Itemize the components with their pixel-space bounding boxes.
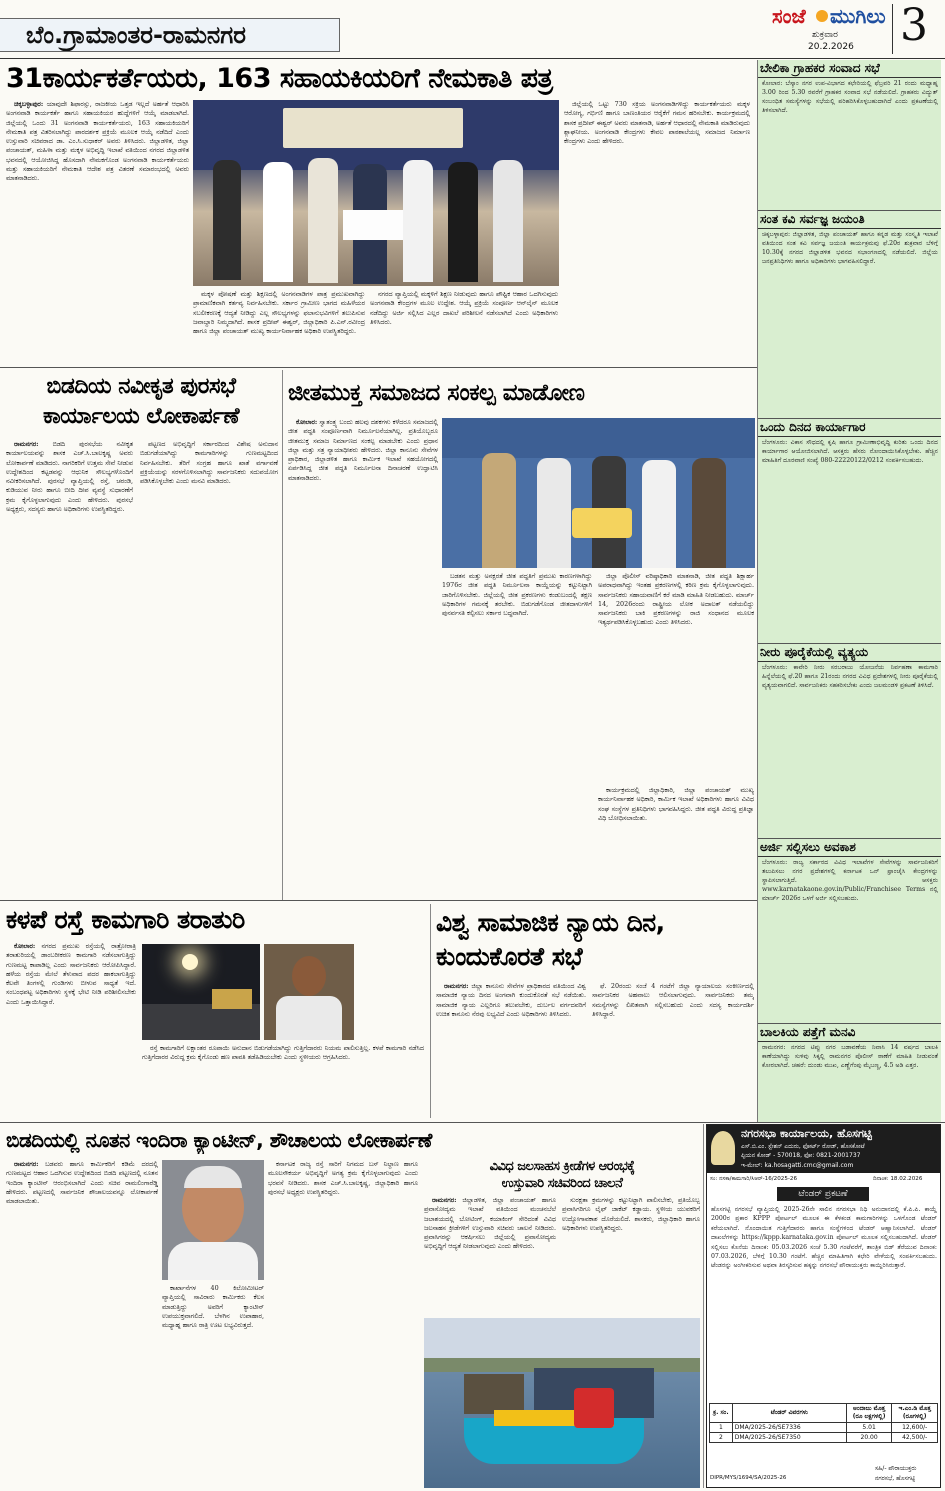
- article2-col-1: ರಾಮನಗರ: ಬಿಡದಿ ಪುರಸಭೆಯ ನವೀಕೃತ ಕಾರ್ಯಾಲಯವನ್ನು ಶಾಸಕ ಎಚ್.ಸಿ.ಬಾಲಕೃಷ್ಣ ಅವರು ಲೋಕಾರ್ಪಣೆ ಮಾಡಿದರು. ನಾಗರಿಕರಿಗೆ ಉತ್ತಮ ಸೇವೆ ನೀಡುವ ಉದ್ದೇಶದಿಂದ ಕಟ್ಟಡವನ್ನು ಆಧುನಿಕ ಸೌಲಭ್ಯಗಳೊಂದಿಗೆ ನವೀಕರಿಸಲಾಗಿದೆ. ಪುರಸಭೆ ವ್ಯಾಪ್ತಿಯಲ್ಲಿ ರಸ್ತೆ, ಚರಂಡಿ, ಕುಡಿಯುವ ನೀರು ಹಾಗೂ ಬೀದಿ ದೀಪ ವ್ಯವಸ್ಥೆ ಸುಧಾರಣೆಗೆ ಕ್ರಮ ಕೈಗೊಳ್ಳಲಾಗುವುದು ಎಂದು ಹೇಳಿದರು. ಪುರಸಭೆ ಅಧ್ಯಕ್ಷರು, ಸದಸ್ಯರು ಹಾಗೂ ಅಧಿಕಾರಿಗಳು ಉಪಸ್ಥಿತರಿದ್ದರು.: [6, 440, 133, 514]
- article6-col-3: ಕರ್ನಾಟಕ ರಾಜ್ಯ ರಸ್ತೆ ಸಾರಿಗೆ ನಿಗಮದ ಬಸ್ ನಿಲ್ದಾಣ ಹಾಗೂ ಮೂಲಸೌಕರ್ಯ ಅಭಿವೃದ್ಧಿಗೆ ಅಗತ್ಯ ಕ್ರಮ ಕೈಗೊಳ್ಳಲಾಗುವುದು ಎಂದು ಭರವಸೆ ನೀಡಿದರು. ಶಾಸಕ ಎಚ್.ಸಿ.ಬಾಲಕೃಷ್ಣ, ಜಿಲ್ಲಾಧಿಕಾರಿ ಹಾಗೂ ಪುರಸಭೆ ಅಧ್ಯಕ್ಷರು ಉಪಸ್ಥಿತರಿದ್ದರು.: [268, 1160, 418, 1196]
- article6-col-1: ರಾಮನಗರ: ಬಡವರು ಹಾಗೂ ಕಾರ್ಮಿಕರಿಗೆ ಕಡಿಮೆ ದರದಲ್ಲಿ ಗುಣಮಟ್ಟದ ಆಹಾರ ಒದಗಿಸುವ ಉದ್ದೇಶದಿಂದ ಬಿಡದಿ ಪಟ್ಟಣದಲ್ಲಿ ನೂತನ ಇಂದಿರಾ ಕ್ಯಾಂಟೀನ್ ಆರಂಭಿಸಲಾಗಿದೆ ಎಂದು ಸಚಿವ ರಾಮಲಿಂಗಾರೆಡ್ಡಿ ಹೇಳಿದರು. ಪಟ್ಟಣದಲ್ಲಿ ಸಾರ್ವಜನಿಕ ಶೌಚಾಲಯವನ್ನೂ ಲೋಕಾರ್ಪಣೆ ಮಾಡಲಾಯಿತು.: [6, 1160, 158, 1206]
- article6-col-2: ಕಾರ್ಖಾನೆಗಳ 40 ಕಿಲೋಮೀಟರ್ ವ್ಯಾಪ್ತಿಯಲ್ಲಿ ಸಾವಿರಾರು ಕಾರ್ಮಿಕರು ಕೆಲಸ ಮಾಡುತ್ತಿದ್ದು ಅವರಿಗೆ ಕ್ಯಾಂಟೀನ್ ಉಪಯುಕ್ತವಾಗಲಿದೆ. ಬೆಳಗಿನ ಉಪಾಹಾರ, ಮಧ್ಯಾಹ್ನ ಹಾಗೂ ರಾತ್ರಿ ಊಟ ಲಭ್ಯವಿರುತ್ತದೆ.: [162, 1284, 264, 1330]
- article6-photo-minister: [162, 1160, 264, 1280]
- article5-col-2: ಫೆ. 20ರಂದು ಸಂಜೆ 4 ಗಂಟೆಗೆ ಜಿಲ್ಲಾ ನ್ಯಾಯಾಲಯ ಸಂಕೀರ್ಣದಲ್ಲಿ ಸಾರ್ವಜನಿಕರ ಅಹವಾಲು ಆಲಿಸಲಾಗುವುದು. ಸಾರ್ವಜನಿಕರು ತಮ್ಮ ಸಮಸ್ಯೆಗಳನ್ನು ಲಿಖಿತವಾಗಿ ಸಲ್ಲಿಸಬಹುದು ಎಂದು ಸದಸ್ಯ ಕಾರ್ಯದರ್ಶಿ ತಿಳಿಸಿದ್ದಾರೆ.: [592, 982, 754, 1018]
- sidebar-box-6: ಬಾಲಕಿಯ ಪತ್ತೆಗೆ ಮನವಿ ರಾಮನಗರ: ನಗರದ ಟಿಪ್ಪು ನಗರ ಬಡಾವಣೆಯ ನಿವಾಸಿ 14 ವರ್ಷದ ಬಾಲಕಿ ಕಾಣೆಯಾಗಿದ್ದು ಸುಳಿವು ಸಿಕ್ಕಲ್ಲಿ ರಾಮನಗರ ಪೊಲೀಸ್ ಠಾಣೆಗೆ ಮಾಹಿತಿ ನೀಡುವಂತೆ ಕೋರಲಾಗಿದೆ. ಚಹರೆ: ದುಂಡು ಮುಖ, ಎಣ್ಣೆಗೆಂಪು ಮೈಬಣ್ಣ, 4.5 ಅಡಿ ಎತ್ತರ.: [758, 1023, 941, 1122]
- article3-col-4: ಕಾರ್ಯಕ್ರಮದಲ್ಲಿ ಜಿಲ್ಲಾಧಿಕಾರಿ, ಜಿಲ್ಲಾ ಪಂಚಾಯತ್ ಮುಖ್ಯ ಕಾರ್ಯನಿರ್ವಾಹಕ ಅಧಿಕಾರಿ, ಕಾರ್ಮಿಕ ಇಲಾಖೆ ಅಧಿಕಾರಿಗಳು ಹಾಗೂ ವಿವಿಧ ಸಂಘ ಸಂಸ್ಥೆಗಳ ಪ್ರತಿನಿಧಿಗಳು ಭಾಗವಹಿಸಿದ್ದರು. ಜೀತ ಪದ್ಧತಿ ವಿರುದ್ಧ ಪ್ರತಿಜ್ಞಾ ವಿಧಿ ಬೋಧಿಸಲಾಯಿತು.: [598, 786, 754, 822]
- article3-col-1: ಕೋಲಾರ: ಸ್ವಾತಂತ್ರ್ಯ ಬಂದು ಹಲವು ದಶಕಗಳು ಕಳೆದರೂ ಸಮಾಜದಲ್ಲಿ ಜೀತ ಪದ್ಧತಿ ಸಂಪೂರ್ಣವಾಗಿ ನಿರ್ಮೂಲನೆಯಾಗಿಲ್ಲ. ಪ್ರತಿಯೊಬ್ಬರೂ ಜೀತಮುಕ್ತ ಸಮಾಜ ನಿರ್ಮಾಣದ ಸಂಕಲ್ಪ ಮಾಡಬೇಕು ಎಂದು ಪ್ರಧಾನ ಜಿಲ್ಲಾ ಮತ್ತು ಸತ್ರ ನ್ಯಾಯಾಧೀಶರು ಹೇಳಿದರು. ಜಿಲ್ಲಾ ಕಾನೂನು ಸೇವೆಗಳ ಪ್ರಾಧಿಕಾರ, ಜಿಲ್ಲಾಡಳಿತ ಹಾಗೂ ಕಾರ್ಮಿಕ ಇಲಾಖೆ ಸಹಯೋಗದಲ್ಲಿ ಏರ್ಪಡಿಸಿದ್ದ ಜೀತ ಪದ್ಧತಿ ನಿರ್ಮೂಲನಾ ದಿನಾಚರಣೆ ಉದ್ಘಾಟಿಸಿ ಮಾತನಾಡಿದರು.: [288, 418, 438, 482]
- article5-col-1: ರಾಮನಗರ: ಜಿಲ್ಲಾ ಕಾನೂನು ಸೇವೆಗಳ ಪ್ರಾಧಿಕಾರದ ವತಿಯಿಂದ ವಿಶ್ವ ಸಾಮಾಜಿಕ ನ್ಯಾಯ ದಿನದ ಅಂಗವಾಗಿ ಕುಂದುಕೊರತೆ ಸಭೆ ನಡೆಯಿತು. ಸಾಮಾಜಿಕ ನ್ಯಾಯ ಎಲ್ಲರಿಗೂ ತಲುಪಬೇಕು, ದುರ್ಬಲ ವರ್ಗದವರಿಗೆ ಉಚಿತ ಕಾನೂನು ನೆರವು ಲಭ್ಯವಿದೆ ಎಂದು ಅಧಿಕಾರಿಗಳು ತಿಳಿಸಿದರು.: [436, 982, 586, 1018]
- article6-headline: ಬಿಡದಿಯಲ್ಲಿ ನೂತನ ಇಂದಿರಾ ಕ್ಯಾಂಟೀನ್, ಶೌಚಾಲಯ ಲೋಕಾರ್ಪಣೆ: [6, 1128, 432, 1152]
- sidebar-box-5: ಅರ್ಜಿ ಸಲ್ಲಿಸಲು ಅವಕಾಶ ಬೆಂಗಳೂರು: ರಾಜ್ಯ ಸರ್ಕಾರದ ವಿವಿಧ ಇಲಾಖೆಗಳ ಸೇವೆಗಳನ್ನು ಸಾರ್ವಜನಿಕರಿಗೆ ತಲುಪಿಸಲು ನಗರ ಪ್ರದೇಶಗಳಲ್ಲಿ ಕರ್ನಾಟಕ ಒನ್ ಫ್ರಾಂಚೈಸಿ ಕೇಂದ್ರಗಳನ್ನು ಸ್ಥಾಪಿಸಲಾಗುತ್ತಿದೆ. ಆಸಕ್ತರು www.karnatakaone.gov.in/Public/Franchisee Terms ನಲ್ಲಿ ಮಾರ್ಚ್ 2026ರ ಒಳಗೆ ಅರ್ಜಿ ಸಲ್ಲಿಸಬಹುದು.: [758, 838, 941, 1023]
- article7-headline: ವಿವಿಧ ಜಲಸಾಹಸ ಕ್ರೀಡೆಗಳ ಆರಂಭಕ್ಕೆ ಉಸ್ತುವಾರಿ ಸಚಿವರಿಂದ ಚಾಲನೆ: [489, 1159, 635, 1191]
- article4-headline: ಕಳಪೆ ರಸ್ತೆ ಕಾಮಗಾರಿ ತರಾತುರಿ: [6, 905, 245, 934]
- page-number-text: 3: [900, 0, 928, 51]
- sidebar-box-3: ಒಂದು ದಿನದ ಕಾರ್ಯಾಗಾರ ಬೆಂಗಳೂರು: ವಿಕಾಸ ಸೌಧದಲ್ಲಿ ಕೃಷಿ ಹಾಗೂ ಗ್ರಾಮೀಣಾಭಿವೃದ್ಧಿ ಕುರಿತು ಒಂದು ದಿನದ ಕಾರ್ಯಾಗಾರ ಆಯೋಜಿಸಲಾಗಿದೆ. ಆಸಕ್ತರು ಹೆಸರು ನೋಂದಾಯಿಸಿಕೊಳ್ಳಬೇಕು. ಹೆಚ್ಚಿನ ಮಾಹಿತಿಗೆ ದೂರವಾಣಿ ಸಂಖ್ಯೆ 080-22220122/0212 ಸಂಪರ್ಕಿಸಬಹುದು.: [758, 418, 941, 643]
- article3-col-3: ಜಿಲ್ಲಾ ಪೊಲೀಸ್ ವರಿಷ್ಠಾಧಿಕಾರಿ ಮಾತನಾಡಿ, ಜೀತ ಪದ್ಧತಿ ಶಿಕ್ಷಾರ್ಹ ಅಪರಾಧವಾಗಿದ್ದು ಇಂತಹ ಪ್ರಕರಣಗಳಲ್ಲಿ ಕಠಿಣ ಕ್ರಮ ಕೈಗೊಳ್ಳಲಾಗುವುದು. ಸಾರ್ವಜನಿಕರು ಸಹಾಯವಾಣಿಗೆ ಕರೆ ಮಾಡಿ ಮಾಹಿತಿ ನೀಡಬಹುದು. ಮಾರ್ಚ್ 14, 2026ರಂದು ರಾಷ್ಟ್ರೀಯ ಲೋಕ ಅದಾಲತ್ ನಡೆಯಲಿದ್ದು ಸಾರ್ವಜನಿಕರು ಬಾಕಿ ಪ್ರಕರಣಗಳನ್ನು ರಾಜಿ ಸಂಧಾನದ ಮೂಲಕ ಇತ್ಯರ್ಥಪಡಿಸಿಕೊಳ್ಳಬಹುದು ಎಂದು ತಿಳಿಸಿದರು.: [598, 572, 754, 627]
- table-row: 2 DMA/2025-26/SE7350 20.00 42,500/-: [710, 1433, 938, 1443]
- article2-col-2: ಪಟ್ಟಣದ ಅಭಿವೃದ್ಧಿಗೆ ಸರ್ಕಾರದಿಂದ ವಿಶೇಷ ಅನುದಾನ ಬಿಡುಗಡೆಯಾಗಿದ್ದು ಕಾಮಗಾರಿಗಳನ್ನು ಗುಣಮಟ್ಟದಿಂದ ನಿರ್ವಹಿಸಬೇಕು. ತೆರಿಗೆ ಸಂಗ್ರಹ ಹಾಗೂ ಖಾತೆ ವರ್ಗಾವಣೆ ಪ್ರಕ್ರಿಯೆಯನ್ನು ಸರಳಗೊಳಿಸಲಾಗಿದ್ದು ಸಾರ್ವಜನಿಕರು ಸದುಪಯೋಗ ಪಡಿಸಿಕೊಳ್ಳಬೇಕು ಎಂದು ಮನವಿ ಮಾಡಿದರು.: [140, 440, 278, 486]
- article4-photo-person: [264, 944, 354, 1040]
- sidebar-box-4: ನೀರು ಪೂರೈಕೆಯಲ್ಲಿ ವ್ಯತ್ಯಯ ಬೆಂಗಳೂರು: ಕಾವೇರಿ ನೀರು ಸರಬರಾಜು ಯೋಜನೆಯ ನಿರ್ವಹಣಾ ಕಾಮಗಾರಿ ಹಿನ್ನೆಲೆಯಲ್ಲಿ ಫೆ.20 ಹಾಗೂ 21ರಂದು ನಗರದ ವಿವಿಧ ಪ್ರದೇಶಗಳಲ್ಲಿ ನೀರು ಪೂರೈಕೆಯಲ್ಲಿ ವ್ಯತ್ಯಯವಾಗಲಿದೆ. ಸಾರ್ವಜನಿಕರು ಸಹಕರಿಸಬೇಕು ಎಂದು ಜಲಮಂಡಳಿ ಪ್ರಕಟಣೆ ತಿಳಿಸಿದೆ.: [758, 643, 941, 838]
- page-number: [892, 4, 893, 54]
- sidebar-box-1: ಬೇಲಿಕಾ ಗ್ರಾಹಕರ ಸಂವಾದ ಸಭೆ ಕೋಲಾರ: ಬೆಸ್ಕಾಂ ನಗರ ಉಪ-ವಿಭಾಗದ ಕಛೇರಿಯಲ್ಲಿ ಫೆಬ್ರವರಿ 21 ರಂದು ಮಧ್ಯಾಹ್ನ 3.00 ರಿಂದ 5.30 ರವರೆಗೆ ಗ್ರಾಹಕರ ಸಂವಾದ ಸಭೆ ನಡೆಯಲಿದೆ. ಗ್ರಾಹಕರು ವಿದ್ಯುತ್ ಸಂಬಂಧಿತ ಸಮಸ್ಯೆಗಳನ್ನು ಸಭೆಯಲ್ಲಿ ಪರಿಹರಿಸಿಕೊಳ್ಳಬಹುದಾಗಿದೆ ಎಂದು ಪ್ರಕಟಣೆಯಲ್ಲಿ ತಿಳಿಸಲಾಗಿದೆ.: [758, 60, 941, 210]
- lead-photo: [193, 100, 559, 286]
- tender-table: ಕ್ರ. ಸಂ. ಟೆಂಡರ್ ವಿವರಗಳು ಅಂದಾಜು ಮೊತ್ತ (ರೂ ಲಕ್ಷಗಳಲ್ಲಿ) ಇ.ಎಂ.ಡಿ ಮೊತ್ತ (ರೂಗಳಲ್ಲಿ) 1 DMA/2025-26/SE7336 5.01 12,600/- 2 DMA/2025-26/SE7350 20.00 42,500/-: [709, 1403, 938, 1443]
- article3-headline: ಜೀತಮುಕ್ತ ಸಮಾಜದ ಸಂಕಲ್ಪ ಮಾಡೋಣ: [288, 380, 585, 406]
- lead-col-3: ನಗರದ ವ್ಯಾಪ್ತಿಯಲ್ಲಿ ಮಕ್ಕಳಿಗೆ ಶಿಕ್ಷಣ ನೀಡುವುದು ಹಾಗೂ ಪೌಷ್ಟಿಕ ಆಹಾರ ಒದಗಿಸುವುದು ಅಂಗನವಾಡಿ ಕೇಂದ್ರಗಳ ಮೂಲ ಉದ್ದೇಶ. ಆಯ್ಕೆ ಪ್ರಕ್ರಿಯೆ ಸಂಪೂರ್ಣ ಆನ್‌ಲೈನ್ ಮೂಲಕ ನಡೆದಿದ್ದು ಅರ್ಜಿ ಸಲ್ಲಿಸಿದ ಎಲ್ಲರ ದಾಖಲೆ ಪರಿಶೀಲನೆ ನಡೆಸಲಾಗಿದೆ ಎಂದು ಅಧಿಕಾರಿಗಳು ತಿಳಿಸಿದರು.: [370, 290, 558, 326]
- article5-headline: ವಿಶ್ವ ಸಾಮಾಜಿಕ ನ್ಯಾಯ ದಿನ, ಕುಂದುಕೊರತೆ ಸಭೆ: [436, 908, 665, 971]
- article3-photo: [442, 418, 755, 568]
- sidebar: [757, 60, 941, 1122]
- sidebar-box-2: ಸಂತ ಕವಿ ಸರ್ವಜ್ಞ ಜಯಂತಿ ಚಿಕ್ಕಬಳ್ಳಾಪುರ: ಜಿಲ್ಲಾಡಳಿತ, ಜಿಲ್ಲಾ ಪಂಚಾಯತ್ ಹಾಗೂ ಕನ್ನಡ ಮತ್ತು ಸಂಸ್ಕೃತಿ ಇಲಾಖೆ ವತಿಯಿಂದ ಸಂತ ಕವಿ ಸರ್ವಜ್ಞ ಜಯಂತಿ ಕಾರ್ಯಕ್ರಮವು ಫೆ.20ರ ಶುಕ್ರವಾರ ಬೆಳಿಗ್ಗೆ 10.30ಕ್ಕೆ ನಗರದ ಜಿಲ್ಲಾಡಳಿತ ಭವನದ ಸಭಾಂಗಣದಲ್ಲಿ ನಡೆಯಲಿದೆ. ಜಿಲ್ಲೆಯ ಜನಪ್ರತಿನಿಧಿಗಳು ಹಾಗೂ ಅಧಿಕಾರಿಗಳು ಭಾಗವಹಿಸಲಿದ್ದಾರೆ.: [758, 210, 941, 418]
- article2-headline: ಬಿಡದಿಯ ನವೀಕೃತ ಪುರಸಭೆ ಕಾರ್ಯಾಲಯ ಲೋಕಾರ್ಪಣೆ: [42, 374, 240, 429]
- emblem-icon: [711, 1131, 735, 1165]
- sun-logo-icon: [816, 10, 828, 22]
- table-row: 1 DMA/2025-26/SE7336 5.01 12,600/-: [710, 1423, 938, 1433]
- article7-col-2: ಸುರಕ್ಷತಾ ಕ್ರಮಗಳನ್ನು ಕಟ್ಟುನಿಟ್ಟಾಗಿ ಪಾಲಿಸಬೇಕು, ಪ್ರತಿಯೊಬ್ಬ ಪ್ರವಾಸಿಗರಿಗೂ ಲೈಫ್ ಜಾಕೆಟ್ ಕಡ್ಡಾಯ. ಸ್ಥಳೀಯ ಯುವಕರಿಗೆ ಉದ್ಯೋಗಾವಕಾಶ ದೊರೆಯಲಿದೆ. ಶಾಸಕರು, ಜಿಲ್ಲಾಧಿಕಾರಿ ಹಾಗೂ ಅಧಿಕಾರಿಗಳು ಉಪಸ್ಥಿತರಿದ್ದರು.: [562, 1196, 700, 1232]
- masthead: [0, 0, 945, 58]
- lead-headline: 31ಕಾರ್ಯಕರ್ತೆಯರು, 163 ಸಹಾಯಕಿಯರಿಗೆ ನೇಮಕಾತಿ ಪತ್ರ: [6, 63, 553, 94]
- article3-col-2: ಬಡತನ ಮತ್ತು ಅನಕ್ಷರತೆ ಜೀತ ಪದ್ಧತಿಗೆ ಪ್ರಮುಖ ಕಾರಣಗಳಾಗಿದ್ದು 1976ರ ಜೀತ ಪದ್ಧತಿ ನಿರ್ಮೂಲನಾ ಕಾಯ್ದೆಯನ್ನು ಕಟ್ಟುನಿಟ್ಟಾಗಿ ಜಾರಿಗೊಳಿಸಬೇಕು. ಜಿಲ್ಲೆಯಲ್ಲಿ ಜೀತ ಪ್ರಕರಣಗಳು ಕಂಡುಬಂದಲ್ಲಿ ತಕ್ಷಣ ಅಧಿಕಾರಿಗಳ ಗಮನಕ್ಕೆ ತರಬೇಕು. ಬಿಡುಗಡೆಗೊಂಡ ಜೀತದಾಳುಗಳಿಗೆ ಪುನರ್ವಸತಿ ಕಲ್ಪಿಸಲು ಸರ್ಕಾರ ಬದ್ಧವಾಗಿದೆ.: [442, 572, 592, 618]
- article4-photo-road: [142, 944, 260, 1040]
- paper-logo: ಸಂಜೆ ಮುಗಿಲು ಶುಕ್ರವಾರ 20.2.2026: [772, 4, 886, 52]
- article7-col-1: ರಾಮನಗರ: ಜಿಲ್ಲಾಡಳಿತ, ಜಿಲ್ಲಾ ಪಂಚಾಯತ್ ಹಾಗೂ ಪ್ರವಾಸೋದ್ಯಮ ಇಲಾಖೆ ವತಿಯಿಂದ ಮಂಚನಬೆಲೆ ಜಲಾಶಯದಲ್ಲಿ ಬೋಟಿಂಗ್, ಕಯಾಕಿಂಗ್ ಸೇರಿದಂತೆ ವಿವಿಧ ಜಲಸಾಹಸ ಕ್ರೀಡೆಗಳಿಗೆ ಉಸ್ತುವಾರಿ ಸಚಿವರು ಚಾಲನೆ ನೀಡಿದರು. ಪ್ರವಾಸಿಗರನ್ನು ಆಕರ್ಷಿಸಲು ಜಿಲ್ಲೆಯಲ್ಲಿ ಪ್ರವಾಸೋದ್ಯಮ ಅಭಿವೃದ್ಧಿಗೆ ಆದ್ಯತೆ ನೀಡಲಾಗುವುದು ಎಂದು ಹೇಳಿದರು.: [424, 1196, 556, 1251]
- lead-col-4: ಜಿಲ್ಲೆಯಲ್ಲಿ ಒಟ್ಟು 730 ಸಕ್ರಿಯ ಅಂಗನವಾಡಿಗಳಿದ್ದು ಕಾರ್ಯಕರ್ತೆಯರು ಮಕ್ಕಳ ಆರೋಗ್ಯ, ಗರ್ಭಿಣಿ ಹಾಗೂ ಬಾಣಂತಿಯರ ಆರೈಕೆಗೆ ಗಮನ ಹರಿಸಬೇಕು. ಕಾರ್ಯಕ್ರಮದಲ್ಲಿ ಶಾಸಕ ಪ್ರದೀಪ್ ಈಶ್ವರ್ ಅವರು ಮಾತನಾಡಿ, ಅರ್ಹತೆ ಆಧಾರದಲ್ಲಿ ನೇಮಕಾತಿ ಮಾಡಿರುವುದು ಶ್ಲಾಘನೀಯ. ಅಂಗನವಾಡಿ ಕೇಂದ್ರಗಳು ಕೇವಲ ಪಾಠಶಾಲೆಯಲ್ಲ ಸಮಾಜದ ನಿರ್ಮಾಣ ಕೇಂದ್ರಗಳು ಎಂದು ಹೇಳಿದರು.: [564, 100, 750, 146]
- article4-col-1: ಕೋಲಾರ: ನಗರದ ಪ್ರಮುಖ ರಸ್ತೆಯಲ್ಲಿ ರಾತ್ರೋರಾತ್ರಿ ತರಾತುರಿಯಲ್ಲಿ ಡಾಂಬರೀಕರಣ ಕಾಮಗಾರಿ ನಡೆಸಲಾಗುತ್ತಿದ್ದು ಗುಣಮಟ್ಟ ಕಾಪಾಡಿಲ್ಲ ಎಂದು ಸಾರ್ವಜನಿಕರು ಆರೋಪಿಸಿದ್ದಾರೆ. ಹಳೆಯ ರಸ್ತೆಯ ಮೇಲೆ ತೆಳುವಾದ ಪದರ ಹಾಕಲಾಗುತ್ತಿದ್ದು ಕೆಲವೇ ತಿಂಗಳಲ್ಲಿ ಗುಂಡಿಗಳು ಬೀಳುವ ಸಾಧ್ಯತೆ ಇದೆ. ಸಂಬಂಧಪಟ್ಟ ಅಧಿಕಾರಿಗಳು ಸ್ಥಳಕ್ಕೆ ಭೇಟಿ ನೀಡಿ ಪರಿಶೀಲಿಸಬೇಕು ಎಂದು ಒತ್ತಾಯಿಸಿದ್ದಾರೆ.: [6, 942, 136, 1006]
- section-title: ಬೆಂ.ಗ್ರಾಮಾಂತರ-ರಾಮನಗರ: [0, 18, 340, 52]
- article4-col-2: ರಸ್ತೆ ಕಾಮಗಾರಿಗೆ ಲಕ್ಷಾಂತರ ರೂಪಾಯಿ ಅನುದಾನ ಬಿಡುಗಡೆಯಾಗಿದ್ದು ಗುತ್ತಿಗೆದಾರರು ನಿಯಮ ಪಾಲಿಸುತ್ತಿಲ್ಲ. ಕಳಪೆ ಕಾಮಗಾರಿ ನಡೆಸಿದ ಗುತ್ತಿಗೆದಾರರ ವಿರುದ್ಧ ಕ್ರಮ ಕೈಗೊಂಡು ಹಣ ಪಾವತಿ ತಡೆಹಿಡಿಯಬೇಕು ಎಂದು ಸ್ಥಳೀಯರು ಆಗ್ರಹಿಸಿದರು.: [142, 1044, 424, 1062]
- lead-col-2: ಮಕ್ಕಳ ಪೋಷಣೆ ಮತ್ತು ಶಿಕ್ಷಣದಲ್ಲಿ ಅಂಗನವಾಡಿಗಳ ಪಾತ್ರ ಪ್ರಮುಖವಾಗಿದ್ದು ಪ್ರಾಮಾಣಿಕವಾಗಿ ಕರ್ತವ್ಯ ನಿರ್ವಹಿಸಬೇಕು. ಸರ್ಕಾರ ಗ್ರಾಮೀಣ ಭಾಗದ ಮಹಿಳೆಯರ ಸಬಲೀಕರಣಕ್ಕೆ ಆದ್ಯತೆ ನೀಡಿದ್ದು ಎಲ್ಲ ಸೌಲಭ್ಯಗಳನ್ನು ಫಲಾನುಭವಿಗಳಿಗೆ ತಲುಪಿಸುವ ಜವಾಬ್ದಾರಿ ನಿಮ್ಮದಾಗಿದೆ. ಶಾಸಕ ಪ್ರದೀಪ್ ಈಶ್ವರ್, ಜಿಲ್ಲಾಧಿಕಾರಿ ಪಿ.ಎನ್.ರವೀಂದ್ರ ಹಾಗೂ ಜಿಲ್ಲಾ ಪಂಚಾಯತ್ ಮುಖ್ಯ ಕಾರ್ಯನಿರ್ವಾಹಕ ಅಧಿಕಾರಿ ಉಪಸ್ಥಿತರಿದ್ದರು.: [193, 290, 365, 336]
- tender-notice: ನಗರಸಭಾ ಕಾರ್ಯಾಲಯ, ಹೊಸಗಟ್ಟಿ ಎಸ್.ಬಿ.ಎಂ. ಸ್ಟೇಶನ್ ಎದುರು, ಫೋರ್ಟ್ ರೋಡ್, ಹೊಸಕೋಟೆ ಪ್ಪಿಯನ ಕೋಡ್ - 570018, ಫೋ: 0821-2001737 ಇ-ಮೇಲ್: ka.hosagatti.cmc@gmail.com ಸಂ: ನಸಕಾ/ಕಾಮಗಾರಿ/ಸಿಆರ್-16/2025-26 ದಿನಾಂಕ: 18.02.2026 ಟೆಂಡರ್ ಪ್ರಕಟಣೆ ಹೊಸಗಟ್ಟಿ ನಗರಸಭೆ ವ್ಯಾಪ್ತಿಯಲ್ಲಿ 2025-26ನೇ ಸಾಲಿನ ನಗರಸಭಾ ನಿಧಿ ಅನುದಾನದಲ್ಲಿ ಕೆ.ಪಿ.ಪಿ. ಕಾಯ್ದೆ 2000ರ ಪ್ರಕಾರ KPPP ಪೋರ್ಟಲ್ ಮೂಲಕ ಈ ಕೆಳಕಂಡ ಕಾಮಗಾರಿಗಳನ್ನು ಒಳಗೊಂಡ ಟೆಂಡರ್ ಕರೆಯಲಾಗಿದೆ. ನೊಂದಾಯಿತ ಗುತ್ತಿಗೆದಾರರು ಹಾಗೂ ಸಂಸ್ಥೆಗಳಿಂದ ಟೆಂಡರ್ ಆಹ್ವಾನಿಸಲಾಗಿದೆ. ಟೆಂಡರ್ ದಾಖಲೆಗಳನ್ನು https://kppp.karnataka.gov.in ಪೋರ್ಟಲ್ ಮೂಲಕ ಸಲ್ಲಿಸಬಹುದಾಗಿದೆ. ಟೆಂಡರ್ ಸಲ್ಲಿಸಲು ಕೊನೆಯ ದಿನಾಂಕ: 05.03.2026 ಸಂಜೆ 5.30 ಗಂಟೆವರೆಗೆ, ತಾಂತ್ರಿಕ ಬಿಡ್ ತೆರೆಯುವ ದಿನಾಂಕ: 07.03.2026, ಬೆಳಿಗ್ಗೆ 10.30 ಗಂಟೆಗೆ. ಹೆಚ್ಚಿನ ಮಾಹಿತಿಗಾಗಿ ಕಛೇರಿ ವೇಳೆಯಲ್ಲಿ ಸಂಪರ್ಕಿಸಬಹುದು. ಟೆಂಡರನ್ನು ಅಂಗೀಕರಿಸುವ ಅಥವಾ ತಿರಸ್ಕರಿಸುವ ಹಕ್ಕನ್ನು ನಗರಸಭೆ ಪೌರಾಯುಕ್ತರು ಕಾಯ್ದಿರಿಸಿರುತ್ತಾರೆ. ಕ್ರ. ಸಂ. ಟೆಂಡರ್ ವಿವರಗಳು ಅಂದಾಜು ಮೊತ್ತ (ರೂ ಲಕ್ಷಗಳಲ್ಲಿ) ಇ.ಎಂ.ಡಿ ಮೊತ್ತ (ರೂಗಳಲ್ಲಿ) 1 DMA/2025-26/SE7336 5.01 12,600/- 2 DMA/2025-26/SE7350 20.00 42,500/- ಸಹಿ/- ಪೌರಾಯುಕ್ತರು ನಗರಸಭೆ, ಹೊಸಗಟ್ಟಿ DIPR/MYS/1694/SA/2025-26: [706, 1124, 941, 1488]
- tender-header: ನಗರಸಭಾ ಕಾರ್ಯಾಲಯ, ಹೊಸಗಟ್ಟಿ ಎಸ್.ಬಿ.ಎಂ. ಸ್ಟೇಶನ್ ಎದುರು, ಫೋರ್ಟ್ ರೋಡ್, ಹೊಸಕೋಟೆ ಪ್ಪಿಯನ ಕೋಡ್ - 570018, ಫೋ: 0821-2001737 ಇ-ಮೇಲ್: ka.hosagatti.cmc@gmail.com: [707, 1125, 940, 1173]
- lead-col-1: ಚಿಕ್ಕಬಳ್ಳಾಪುರ: ಯಾವುದೇ ಶಿಫಾರಸ್ಸು, ರಾಜಕೀಯ ಒತ್ತಡ ಇಲ್ಲದೆ ಅರ್ಹತೆ ಆಧಾರಿಸಿ ಅಂಗನವಾಡಿ ಕಾರ್ಯಕರ್ತೆ ಹಾಗೂ ಸಹಾಯಕಿಯರ ಹುದ್ದೆಗಳಿಗೆ ಆಯ್ಕೆ ಮಾಡಲಾಗಿದೆ. ಜಿಲ್ಲೆಯಲ್ಲಿ ಒಂದು 31 ಅಂಗನವಾಡಿ ಕಾರ್ಯಕರ್ತೆಯರು, 163 ಸಹಾಯಕಿಯರಿಗೆ ನೇಮಕಾತಿ ಪತ್ರ ವಿತರಿಸಲಾಗಿದ್ದು ಪಾರದರ್ಶಕ ಪ್ರಕ್ರಿಯೆ ಮೂಲಕ ಆಯ್ಕೆ ನಡೆದಿದೆ ಎಂದು ಉಸ್ತುವಾರಿ ಸಚಿವರಾದ ಡಾ. ಎಂ.ಸಿ.ಸುಧಾಕರ್ ಅವರು ತಿಳಿಸಿದರು. ಜಿಲ್ಲಾಡಳಿತ, ಜಿಲ್ಲಾ ಪಂಚಾಯತ್, ಮಹಿಳಾ ಮತ್ತು ಮಕ್ಕಳ ಅಭಿವೃದ್ಧಿ ಇಲಾಖೆ ವತಿಯಿಂದ ನಗರದ ಜಿಲ್ಲಾಡಳಿತ ಭವನದಲ್ಲಿ ಆಯೋಜಿಸಿದ್ದ ಹೊಸದಾಗಿ ನೇಮಕಗೊಂಡ ಅಂಗನವಾಡಿ ಕಾರ್ಯಕರ್ತೆಯರು ಮತ್ತು ಸಹಾಯಕಿಯರಿಗೆ ನೇಮಕಾತಿ ಆದೇಶ ಪತ್ರ ವಿತರಣೆ ಸಮಾರಂಭದಲ್ಲಿ ಅವರು ಮಾತನಾಡಿದರು.: [6, 100, 189, 183]
- article7-photo-boat: [424, 1318, 700, 1488]
